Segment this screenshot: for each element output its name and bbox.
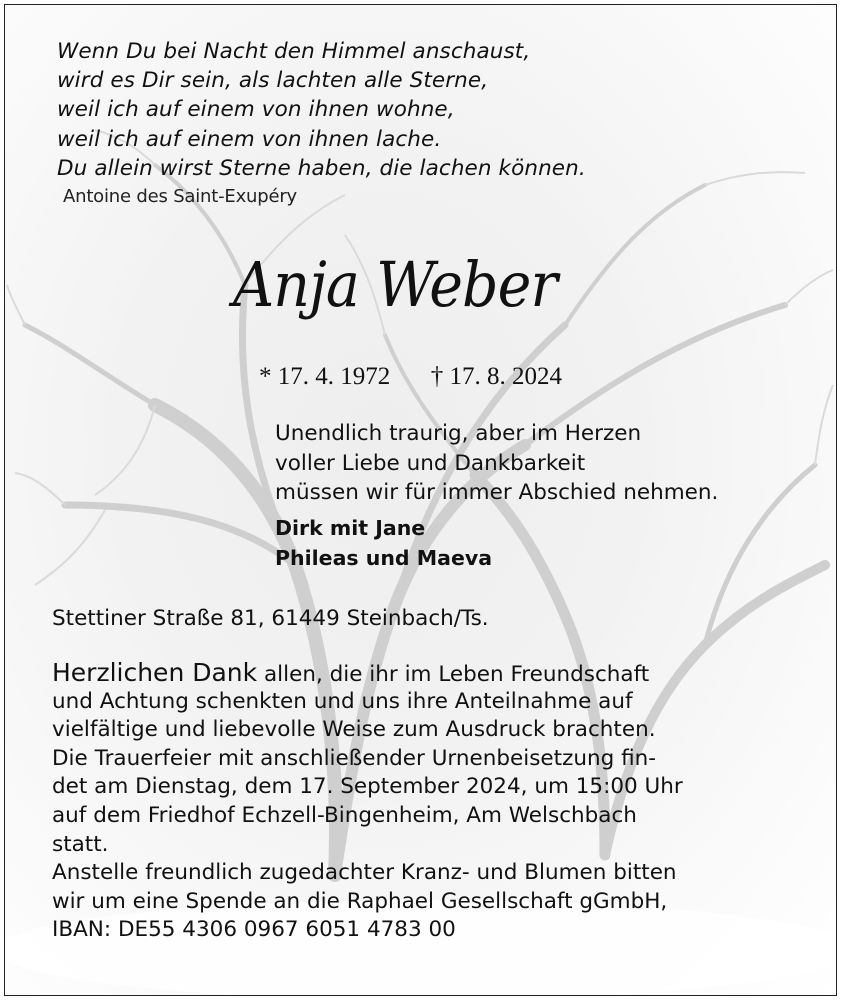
poem-line: wird es Dir sein, als lachten alle Sterne,	[57, 68, 489, 94]
poem-author: Antoine des Saint-Exupéry	[63, 186, 298, 207]
thanks-line: det am Dienstag, dem 17. September 2024, um 15:00 Uhr	[52, 774, 683, 800]
thanks-heading: Herzlichen Dank	[52, 658, 258, 687]
poem-line: Wenn Du bei Nacht den Himmel anschaust,	[57, 39, 531, 64]
deceased-name: Anja Weber	[233, 248, 557, 321]
family-names	[275, 513, 492, 573]
poem-line: weil ich auf einem von ihnen wohne,	[57, 97, 455, 123]
poem-line: weil ich auf einem von ihnen lache.	[57, 126, 442, 152]
death-date: † 17. 8. 2024	[430, 363, 562, 390]
thanks-first-line	[52, 659, 812, 688]
thanks-line: Die Trauerfeier mit anschließender Urnenbeisetzung fin-	[52, 745, 657, 771]
poem	[57, 37, 586, 183]
birth-date: * 17. 4. 1972	[259, 363, 391, 390]
thanks-line: und Achtung schenkten und uns ihre Anteilnahme auf	[52, 688, 633, 714]
thanks-line: auf dem Friedhof Echzell-Bingenheim, Am Welschbach	[52, 802, 637, 828]
obituary-frame	[4, 4, 837, 996]
thanks-line: IBAN: DE55 4306 0967 6051 4783 00	[52, 917, 456, 943]
thanks-text	[52, 659, 812, 945]
family-member: Dirk mit Jane	[275, 516, 426, 540]
mourning-text	[275, 419, 718, 508]
mourning-line: voller Liebe und Dankbarkeit	[275, 450, 586, 476]
mourning-line: müssen wir für immer Abschied nehmen.	[275, 480, 719, 505]
thanks-line: Anstelle freundlich zugedachter Kranz- und Blumen bitten	[52, 860, 677, 886]
life-dates	[259, 363, 562, 391]
thanks-line: statt.	[52, 831, 109, 857]
address: Stettiner Straße 81, 61449 Steinbach/Ts.	[52, 606, 489, 631]
thanks-first-line-rest: allen, die ihr im Leben Freundschaft	[257, 662, 650, 687]
thanks-line: vielfältige und liebevolle Weise zum Ausdruck brachten.	[52, 717, 656, 743]
poem-line: Du allein wirst Sterne haben, die lachen können.	[57, 155, 586, 181]
thanks-line: wir um eine Spende an die Raphael Gesellschaft gGmbH,	[52, 888, 668, 914]
mourning-line: Unendlich traurig, aber im Herzen	[275, 421, 642, 446]
family-member: Phileas und Maeva	[275, 546, 493, 570]
